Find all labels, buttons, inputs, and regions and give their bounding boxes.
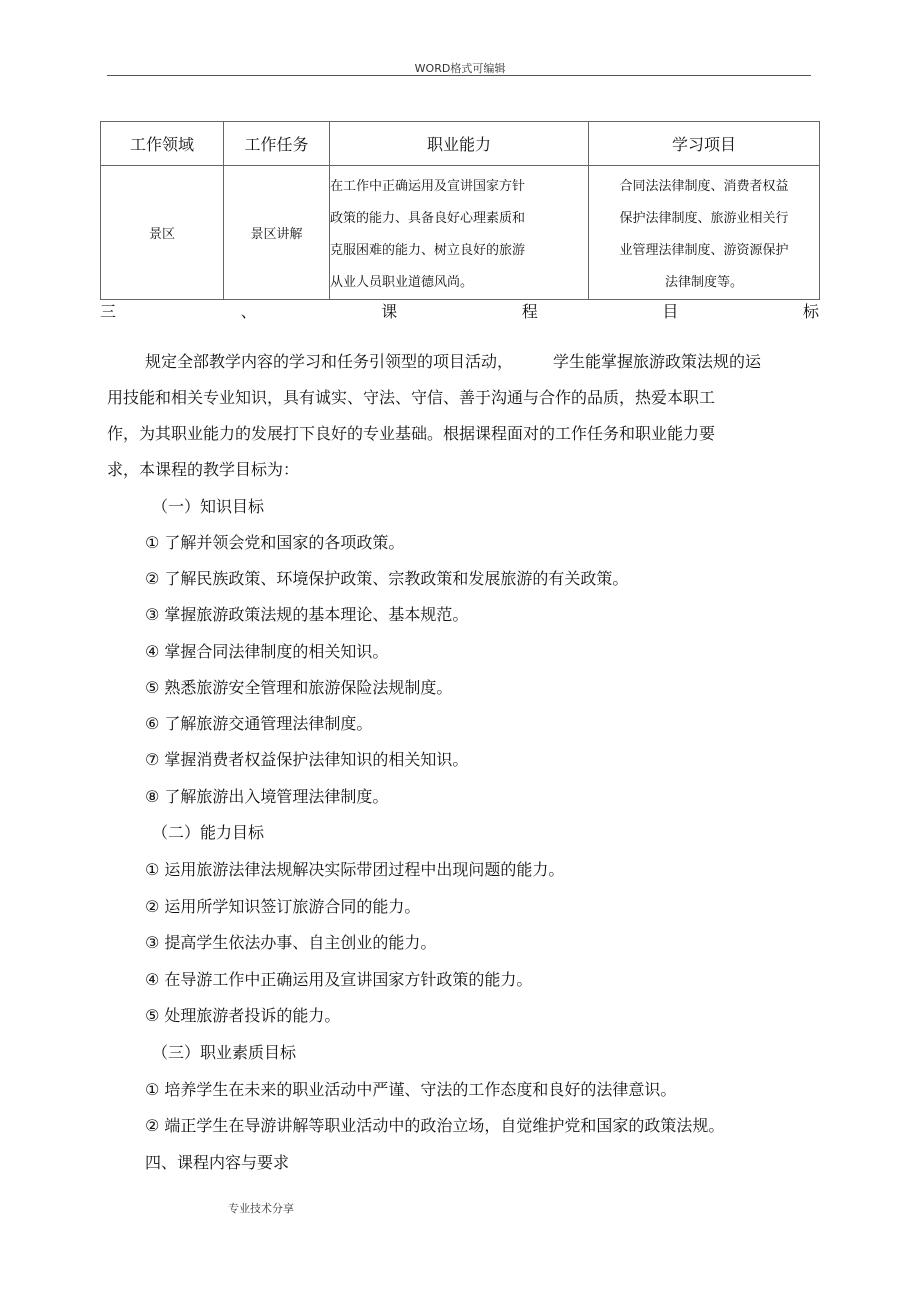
list-item: ④ 在导游工作中正确运用及宣讲国家方针政策的能力。 xyxy=(145,970,533,989)
page-footer: 专业技术分享 xyxy=(228,1202,294,1215)
list-item: ⑤ 处理旅游者投诉的能力。 xyxy=(145,1006,341,1025)
list-item: ① 培养学生在未来的职业活动中严谨、守法的工作态度和良好的法律意识。 xyxy=(145,1080,677,1099)
quality-title: （三）职业素质目标 xyxy=(152,1043,297,1062)
col-header-domain: 工作领域 xyxy=(101,122,224,166)
table-header-row xyxy=(101,122,820,166)
cell-domain: 景区 xyxy=(101,166,224,300)
col-header-ability: 职业能力 xyxy=(330,122,589,166)
ability-title: （二）能力目标 xyxy=(152,823,265,842)
heading-char: 、 xyxy=(240,302,257,321)
intro-line: 作，为其职业能力的发展打下良好的专业基础。根据课程面对的工作任务和职业能力要 xyxy=(107,424,716,443)
list-item: ① 了解并领会党和国家的各项政策。 xyxy=(145,533,405,552)
list-item: ① 运用旅游法律法规解决实际带团过程中出现问题的能力。 xyxy=(145,860,565,879)
table-row xyxy=(101,166,820,300)
competency-table xyxy=(100,121,820,300)
cell-task: 景区讲解 xyxy=(224,166,330,300)
project-line: 法律制度等。 xyxy=(664,275,743,290)
ability-line: 政策的能力、具备良好心理素质和 xyxy=(330,211,526,226)
list-item: ④ 掌握合同法律制度的相关知识。 xyxy=(145,642,389,661)
list-item: ⑧ 了解旅游出入境管理法律制度。 xyxy=(145,787,389,806)
intro-line: 求，本课程的教学目标为： xyxy=(107,460,300,479)
list-item: ③ 掌握旅游政策法规的基本理论、基本规范。 xyxy=(145,605,469,624)
project-line: 业管理法律制度、游资源保护 xyxy=(619,243,789,258)
list-item: ② 了解民族政策、环境保护政策、宗教政策和发展旅游的有关政策。 xyxy=(145,569,629,588)
list-item: ⑥ 了解旅游交通管理法律制度。 xyxy=(145,714,373,733)
list-item: ② 运用所学知识签订旅游合同的能力。 xyxy=(145,897,421,916)
header-divider xyxy=(107,75,811,76)
knowledge-title: （一）知识目标 xyxy=(152,497,265,516)
heading-char: 三 xyxy=(100,302,117,321)
project-line: 合同法法律制度、消费者权益 xyxy=(619,179,789,194)
heading-char: 课 xyxy=(381,302,398,321)
intro-line: 规定全部教学内容的学习和任务引领型的项目活动， 学生能掌握旅游政策法规的运 xyxy=(145,352,762,371)
section-heading-course-content: 四、课程内容与要求 xyxy=(145,1153,290,1172)
col-header-project: 学习项目 xyxy=(589,122,820,166)
cell-ability xyxy=(330,166,589,300)
list-item: ② 端正学生在导游讲解等职业活动中的政治立场，自觉维护党和国家的政策法规。 xyxy=(145,1116,725,1135)
intro-line: 用技能和相关专业知识，具有诚实、守法、守信、善于沟通与合作的品质，热爱本职工 xyxy=(107,388,716,407)
project-line: 保护法律制度、旅游业相关行 xyxy=(619,211,789,226)
section-heading-course-goals xyxy=(100,299,819,322)
heading-char: 程 xyxy=(521,302,538,321)
ability-line: 从业人员职业道德风尚。 xyxy=(330,275,474,290)
col-header-task: 工作任务 xyxy=(224,122,330,166)
cell-project xyxy=(589,166,820,300)
page-header: WORD格式可编辑 xyxy=(414,62,506,75)
heading-char: 标 xyxy=(802,302,819,321)
heading-char: 目 xyxy=(662,302,679,321)
list-item: ⑤ 熟悉旅游安全管理和旅游保险法规制度。 xyxy=(145,678,453,697)
list-item: ③ 提高学生依法办事、自主创业的能力。 xyxy=(145,933,437,952)
ability-line: 在工作中正确运用及宣讲国家方针 xyxy=(330,179,526,194)
list-item: ⑦ 掌握消费者权益保护法律知识的相关知识。 xyxy=(145,750,469,769)
ability-line: 克服困难的能力、树立良好的旅游 xyxy=(330,243,526,258)
intro-paragraph xyxy=(107,344,787,488)
